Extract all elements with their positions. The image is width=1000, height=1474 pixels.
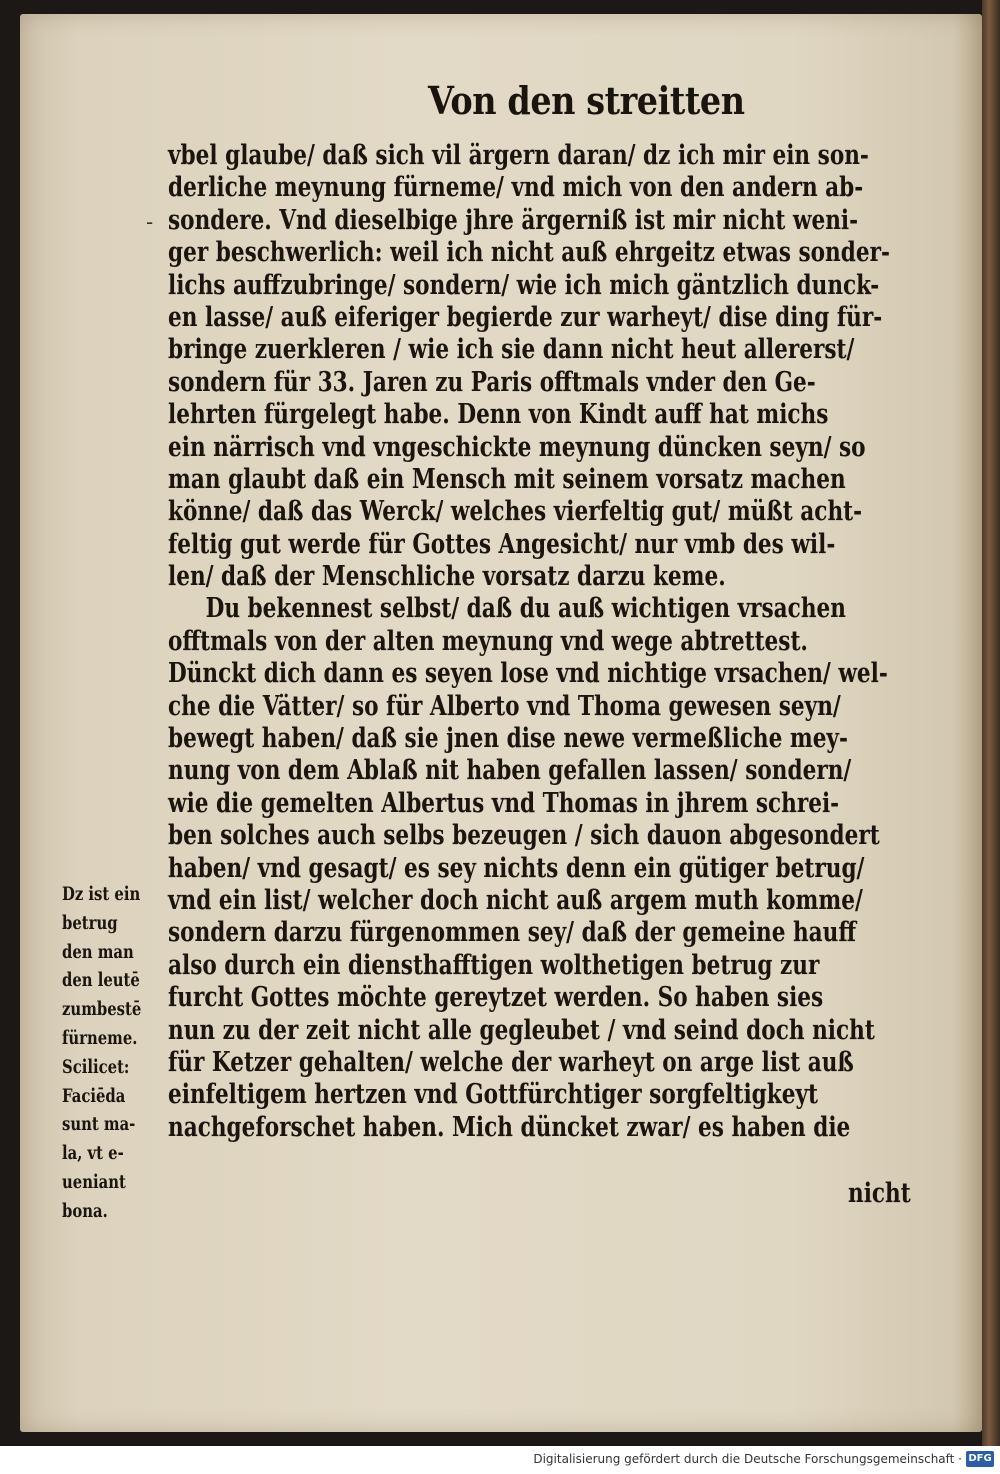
margin-note-line: betrug — [62, 911, 118, 934]
text-line: Dünckt dich dann es seyen lose vnd nichtige vrsachen/ wel- — [168, 658, 888, 690]
text-line: bringe zuerkleren / wie ich sie dann nicht heut allererst/ — [168, 334, 855, 366]
text-line: nachgeforschet haben. Mich düncket zwar/ es haben die — [168, 1111, 851, 1143]
book-page-edge — [982, 0, 1000, 1446]
text-line: wie die gemelten Albertus vnd Thomas in jhrem schrei- — [168, 787, 840, 819]
text-line: könne/ daß das Werck/ welches vierfeltig gut/ müßt acht- — [168, 496, 863, 528]
text-line: en lasse/ auß eiferiger begierde zur warheyt/ dise ding für- — [168, 301, 883, 333]
text-line: lichs auffzubringe/ sondern/ wie ich mich gäntzlich dunck- — [168, 269, 880, 301]
text-line: sondere. Vnd dieselbige jhre ärgerniß ist mir nicht weni- — [168, 204, 859, 236]
text-line: einfeltigem hertzen vnd Gottfürchtiger sorgfeltigkeyt — [168, 1079, 818, 1111]
text-line: nung von dem Ablaß nit haben gefallen lassen/ sondern/ — [168, 755, 852, 787]
footer-credit: Digitalisierung gefördert durch die Deutsche Forschungsgemeinschaft · — [533, 1452, 962, 1466]
dfg-logo-icon: DFG — [966, 1451, 994, 1467]
footer-bar — [0, 1446, 1000, 1474]
margin-note-line: bona. — [62, 1199, 108, 1222]
margin-note-line: sunt ma- — [62, 1113, 136, 1136]
text-line: ger beschwerlich: weil ich nicht auß ehrgeitz etwas sonder- — [168, 237, 890, 269]
text-line: Du bekennest selbst/ daß du auß wichtigen vrsachen — [168, 593, 846, 625]
text-line: vnd ein list/ welcher doch nicht auß argem muth komme/ — [168, 884, 863, 916]
catchword: nicht — [848, 1178, 911, 1209]
margin-note-line: Dz ist ein — [62, 883, 141, 905]
text-line: bewegt haben/ daß sie jnen dise newe vermeßliche mey- — [168, 723, 848, 755]
margin-note — [62, 880, 170, 1226]
margin-note-line: den leutē — [62, 969, 140, 992]
text-line: also durch ein diensthafftigen wolthetigen betrug zur — [168, 949, 820, 981]
text-line: ein närrisch vnd vngeschickte meynung düncken seyn/ so — [168, 431, 866, 463]
text-line: lehrten fürgelegt habe. Denn von Kindt auff hat michs — [168, 399, 829, 431]
margin-note-line: zumbestē — [62, 998, 142, 1021]
margin-mark: - — [146, 210, 154, 234]
margin-note-line: fürneme. — [62, 1026, 138, 1049]
text-line: sondern darzu fürgenommen sey/ daß der gemeine hauff — [168, 917, 857, 949]
text-line: haben/ vnd gesagt/ es sey nichts denn ein gütiger betrug/ — [168, 852, 865, 884]
running-head: Von den streitten — [428, 78, 745, 123]
text-line: offtmals von der alten meynung vnd wege abtrettest. — [168, 625, 808, 657]
text-line: che die Vätter/ so für Alberto vnd Thoma gewesen seyn/ — [168, 690, 841, 722]
text-line: für Ketzer gehalten/ welche der warheyt on arge list auß — [168, 1046, 854, 1078]
text-line: vbel glaube/ daß sich vil ärgern daran/ dz ich mir ein son- — [168, 140, 869, 171]
margin-note-line: la, vt e- — [62, 1142, 124, 1165]
text-line: nun zu der zeit nicht alle gegleubet / vnd seind doch nicht — [168, 1014, 875, 1046]
margin-note-line: Scilicet: — [62, 1055, 130, 1078]
text-line: feltig gut werde für Gottes Angesicht/ nur vmb des wil- — [168, 528, 836, 560]
text-line: sondern für 33. Jaren zu Paris offtmals vnder den Ge- — [168, 366, 816, 398]
margin-note-line: ueniant — [62, 1170, 126, 1193]
margin-note-line: Faciēda — [62, 1084, 126, 1107]
text-line: ben solches auch selbs bezeugen / sich dauon abgesondert — [168, 820, 880, 852]
margin-note-line: den man — [62, 940, 134, 963]
text-line: furcht Gottes möchte gereytzet werden. So haben sies — [168, 982, 824, 1014]
text-line: man glaubt daß ein Mensch mit seinem vorsatz machen — [168, 463, 846, 495]
text-line: len/ daß der Menschliche vorsatz darzu keme. — [168, 561, 726, 593]
text-line: derliche meynung fürneme/ vnd mich von den andern ab- — [168, 172, 864, 204]
body-text — [168, 140, 930, 1144]
